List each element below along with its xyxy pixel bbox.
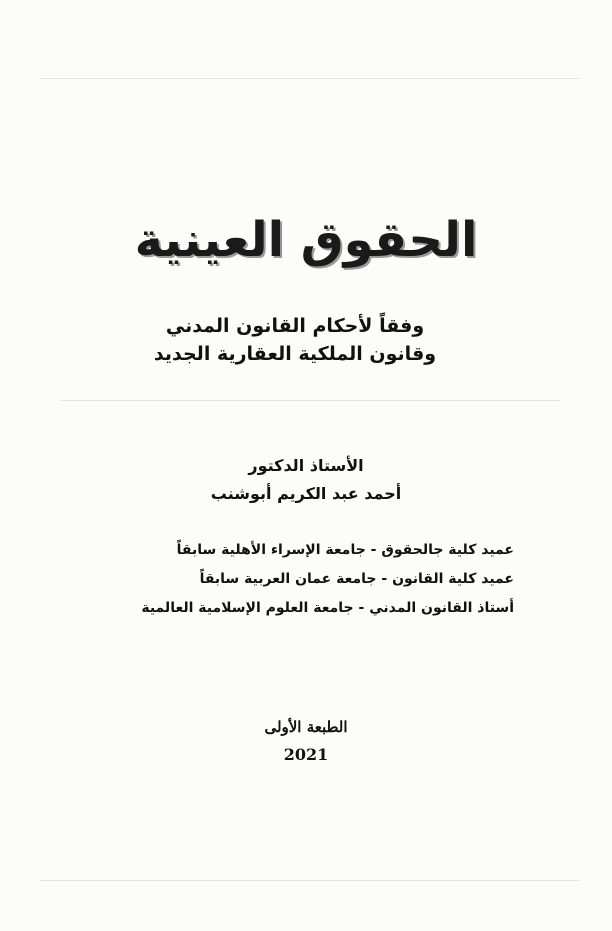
subtitle-line-2: وقانون الملكية العقارية الجديد [153,343,437,365]
bleed-through-line [60,400,560,401]
edition-label: الطبعة الأولى [264,718,348,736]
author-positions [114,536,514,623]
book-title: الحقوق العينية [134,212,478,268]
bleed-through-line [40,880,580,881]
author-position-line: عميد كلية القانون - جامعة عمان العربية سابقاً [199,571,514,587]
author-academic-title: الأستاذ الدكتور [248,456,364,475]
bleed-through-line [40,78,580,79]
author-position-line: عميد كلية جالحقوق - جامعة الإسراء الأهلية سابقاً [176,542,514,558]
publication-year: 2021 [283,745,329,764]
subtitle-line-1: وفقاً لأحكام القانون المدني [165,315,425,337]
author-position-line: أستاذ القانون المدني - جامعة العلوم الإسلامية العالمية [141,600,514,616]
author-name: أحمد عبد الكريم أبوشنب [210,484,402,503]
